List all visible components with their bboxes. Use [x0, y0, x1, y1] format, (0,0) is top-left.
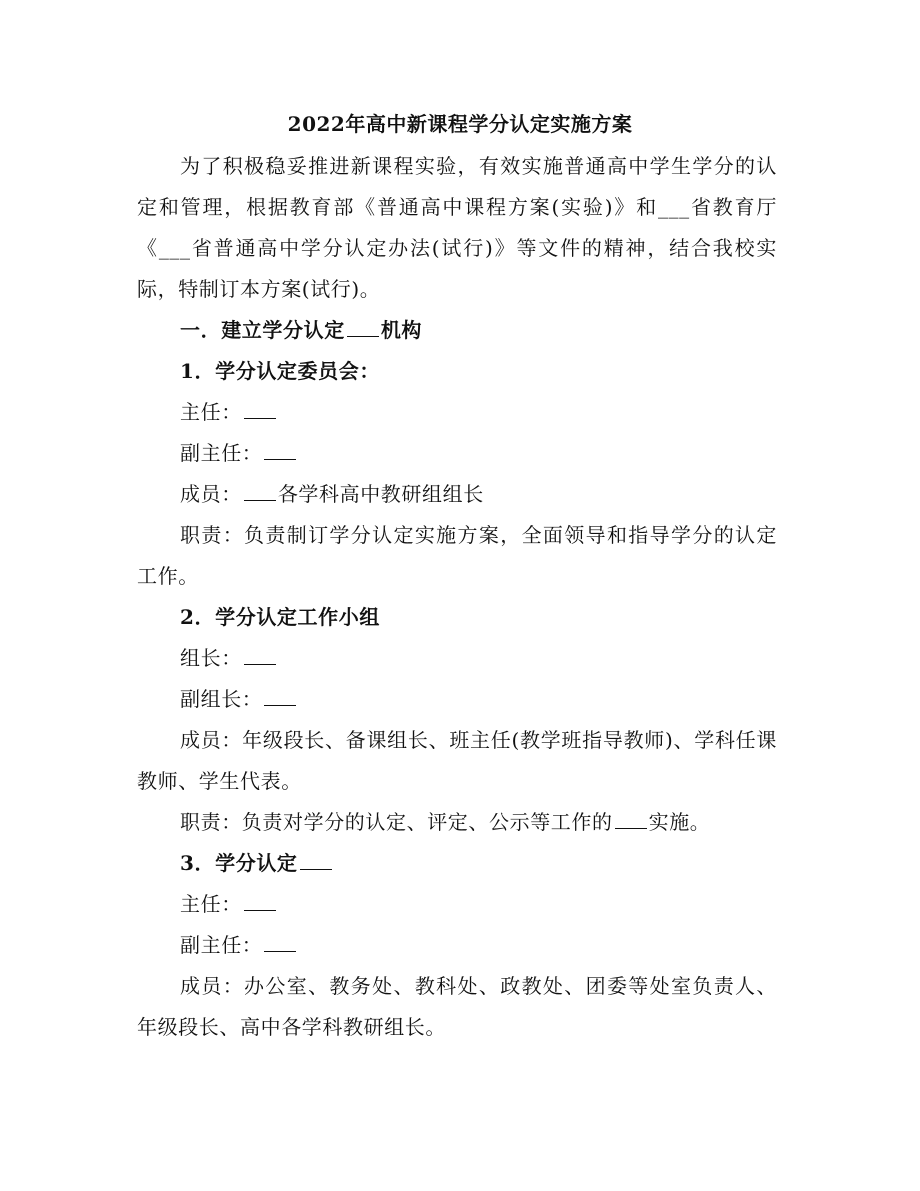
- section3-director: [180, 884, 780, 925]
- blank-underline: [244, 646, 276, 665]
- blank-underline: [300, 851, 332, 870]
- section-heading-1: [180, 310, 780, 351]
- section3-deputy: [180, 925, 780, 966]
- intro-paragraph: 为了积极稳妥推进新课程实验，有效实施普通高中学生学分的认定和管理，根据教育部《普通高中课程方案(实验)》和___省教育厅《___省普通高中学分认定办法(试行)》等文件的精神，结合我校实际，特制订本方案(试行)。: [137, 154, 777, 301]
- blank-underline: [347, 318, 379, 337]
- section3-director-label: 主任：: [180, 892, 242, 916]
- workgroup-heading: 2．学分认定工作小组: [180, 605, 380, 629]
- section3-heading-text: 3．学分认定: [180, 851, 298, 875]
- workgroup-deputy: [180, 679, 780, 720]
- blank-underline: [244, 892, 276, 911]
- workgroup-deputy-label: 副组长：: [180, 687, 263, 711]
- blank-underline: [264, 933, 296, 952]
- section-heading-1-part-a: 一．建立学分认定: [180, 318, 345, 342]
- section3-deputy-label: 副主任：: [180, 933, 263, 957]
- committee-deputy-label: 副主任：: [180, 441, 263, 465]
- workgroup-members: 成员：年级段长、备课组长、班主任(教学班指导教师)、学科任课教师、学生代表。: [137, 728, 777, 793]
- section-heading-1-part-b: 机构: [380, 318, 423, 342]
- workgroup-duty: [180, 802, 780, 843]
- blank-underline: [615, 810, 647, 829]
- blank-underline: [264, 687, 296, 706]
- workgroup-duty-part-b: 实施。: [648, 810, 711, 834]
- committee-members: [180, 474, 780, 515]
- committee-members-label: 成员：: [180, 482, 242, 506]
- workgroup-leader: [180, 638, 780, 679]
- document-title: 2022年高中新课程学分认定实施方案: [287, 112, 633, 136]
- committee-director: [180, 392, 780, 433]
- blank-underline: [264, 441, 296, 460]
- committee-heading: 1．学分认定委员会：: [180, 359, 380, 383]
- blank-underline: [244, 482, 276, 501]
- committee-duty: 职责：负责制订学分认定实施方案，全面领导和指导学分的认定工作。: [137, 523, 777, 588]
- workgroup-duty-part-a: 职责：负责对学分的认定、评定、公示等工作的: [180, 810, 613, 834]
- committee-deputy: [180, 433, 780, 474]
- blank-underline: [244, 400, 276, 419]
- workgroup-leader-label: 组长：: [180, 646, 242, 670]
- committee-members-text: 各学科高中教研组组长: [277, 482, 484, 506]
- section3-members: 成员：办公室、教务处、教科处、政教处、团委等处室负责人、年级段长、高中各学科教研组长。: [137, 974, 777, 1039]
- section3-heading: [180, 843, 780, 884]
- committee-director-label: 主任：: [180, 400, 242, 424]
